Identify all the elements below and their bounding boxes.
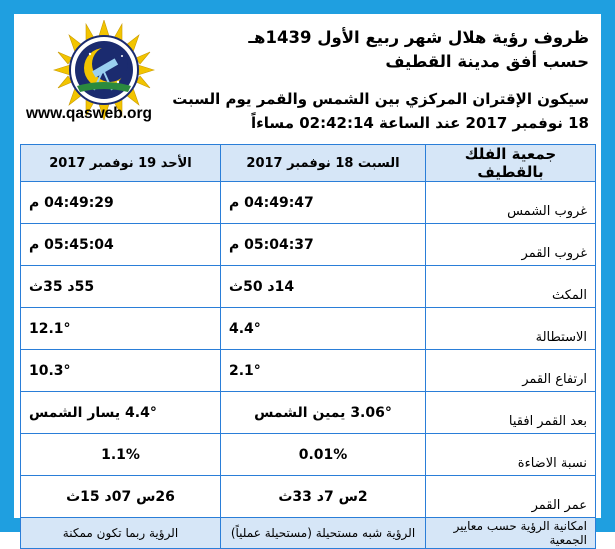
cell-saturday: 2س 7د 33ث [221,476,426,518]
table-footer-row [21,518,596,549]
row-label: نسبة الاضاءة [426,434,596,476]
row-label: المكث [426,266,596,308]
footer-sunday: الرؤية ربما تكون ممكنة [21,518,221,549]
cell-sunday: 05:45:04 م [21,224,221,266]
cell-sunday: 26س 07د 15ث [21,476,221,518]
row-label: غروب القمر [426,224,596,266]
cell-saturday: 05:04:37 م [221,224,426,266]
cell-saturday: 2.1° [221,350,426,392]
row-label: بعد القمر افقيا [426,392,596,434]
table-row [21,350,596,392]
cell-sunday: 12.1° [21,308,221,350]
visibility-table [20,144,596,549]
table-row [21,266,596,308]
table-header-row [21,145,596,182]
row-label: ارتفاع القمر [426,350,596,392]
page-title: ظروف رؤية هلال شهر ربيع الأول 1439هـ حسب أفق مدينة القطيف [248,28,589,71]
cell-saturday: 04:49:47 م [221,182,426,224]
col-header-saturday: السبت 18 نوفمبر 2017 [221,145,426,182]
cell-sunday: 4.4° يسار الشمس [21,392,221,434]
table-row [21,182,596,224]
cell-saturday: 14د 50ث [221,266,426,308]
row-label: عمر القمر [426,476,596,518]
cell-saturday: 0.01% [221,434,426,476]
cell-sunday: 10.3° [21,350,221,392]
row-label: غروب الشمس [426,182,596,224]
table-row [21,476,596,518]
site-url[interactable]: www.qasweb.org [26,105,153,122]
table-row [21,308,596,350]
footer-label: امكانية الرؤية حسب معايير الجمعية [426,518,596,549]
cell-saturday: 4.4° [221,308,426,350]
corner-header: جمعية الفلك بالقطيف [426,145,596,182]
table-row [21,392,596,434]
col-header-sunday: الأحد 19 نوفمبر 2017 [21,145,221,182]
conjunction-note: سيكون الإقتران المركزي بين الشمس والقمر يوم السبت 18 نوفمبر 2017 عند الساعة 02:42:14 مساءاً [172,90,589,132]
header [14,14,601,142]
footer-saturday: الرؤية شبه مستحيلة (مستحيلة عملياً) [221,518,426,549]
table-row [21,434,596,476]
cell-saturday: 3.06° يمين الشمس [221,392,426,434]
cell-sunday: 1.1% [21,434,221,476]
table-row [21,224,596,266]
cell-sunday: 55د 35ث [21,266,221,308]
row-label: الاستطالة [426,308,596,350]
cell-sunday: 04:49:29 م [21,182,221,224]
